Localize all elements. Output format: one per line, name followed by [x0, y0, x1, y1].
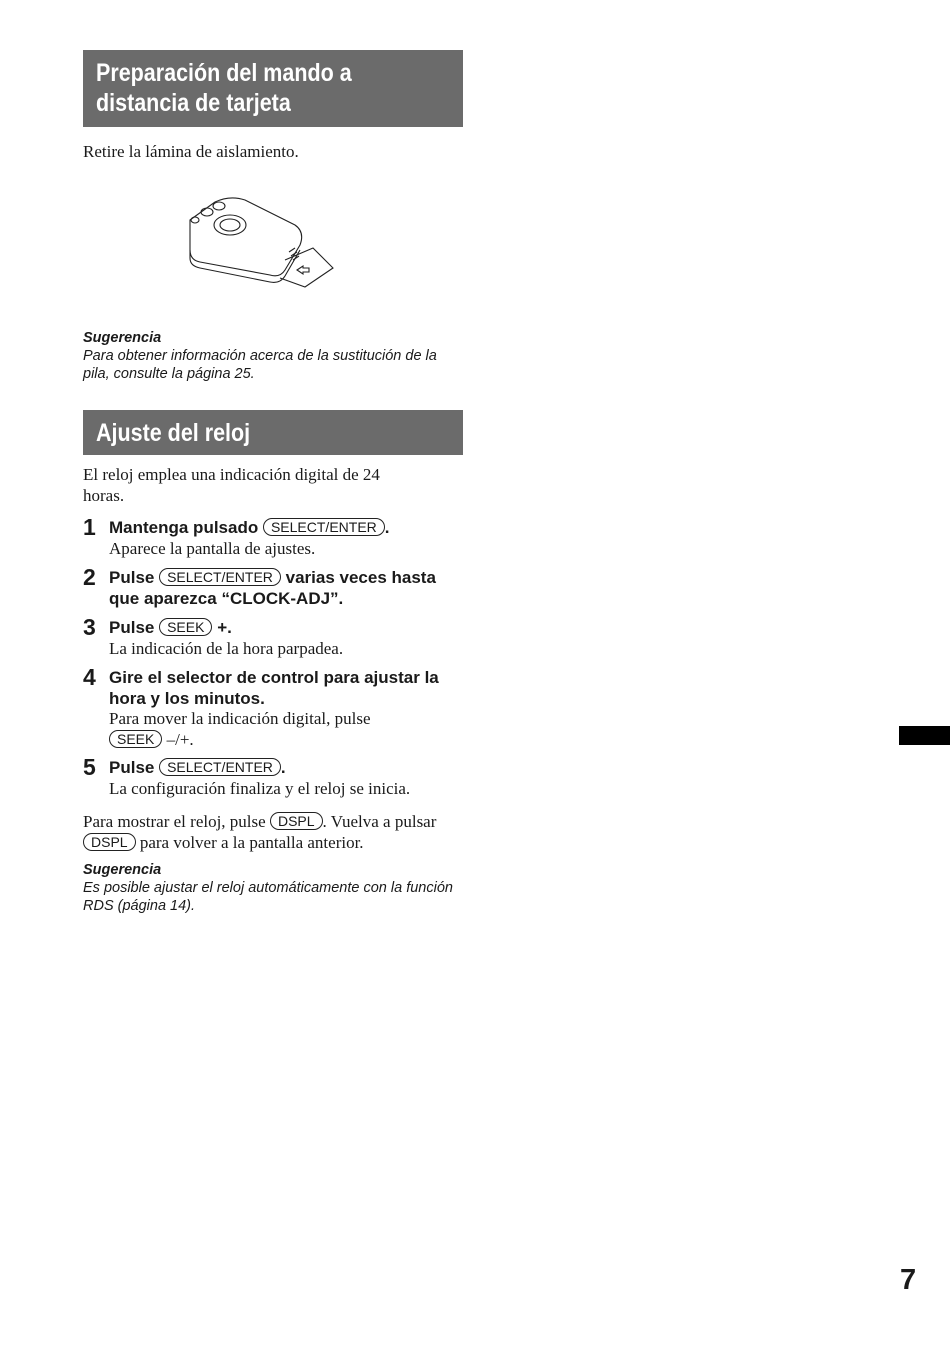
step-number: 4	[83, 664, 96, 690]
step-description: Aparece la pantalla de ajustes.	[109, 538, 316, 558]
tip-title: Sugerencia	[83, 330, 162, 346]
section-title: Preparación del mando a distancia de tarjeta	[96, 59, 352, 117]
select-enter-key: SELECT/ENTER	[263, 518, 385, 536]
clock-intro-text: El reloj emplea una indicación digital de 24 horas.	[83, 465, 380, 505]
seek-key: SEEK	[109, 730, 162, 748]
step-instruction: Pulse SELECT/ENTER .	[109, 758, 286, 777]
section-title: Ajuste del reloj	[96, 419, 251, 447]
tip-text: Para obtener información acerca de la sustitución de la pila, consulte la página 25.	[83, 348, 437, 382]
step-description: La indicación de la hora parpadea.	[109, 638, 344, 658]
page-number: 7	[900, 1264, 917, 1296]
step-number: 5	[83, 754, 96, 780]
tip-rds	[83, 861, 463, 915]
section-tab-marker	[899, 726, 950, 745]
section-heading-clock	[83, 410, 463, 455]
step-number: 3	[83, 614, 96, 640]
step-number: 1	[83, 514, 96, 540]
step-instruction: Pulse SEEK +.	[109, 618, 232, 637]
select-enter-key: SELECT/ENTER	[159, 568, 281, 586]
seek-key: SEEK	[159, 618, 212, 636]
clock-display-note: Para mostrar el reloj, pulse DSPL . Vuelva a pulsar DSPL para volver a la pantalla anterior.	[83, 812, 437, 852]
instruction-text: Retire la lámina de aislamiento.	[83, 142, 299, 161]
dspl-key: DSPL	[270, 812, 323, 830]
step-2	[83, 564, 468, 609]
step-5	[83, 754, 468, 799]
step-description: La configuración finaliza y el reloj se inicia.	[109, 778, 411, 798]
step-instruction: Mantenga pulsado SELECT/ENTER .	[109, 518, 390, 537]
step-description: Para mover la indicación digital, pulse SEEK –/+.	[109, 709, 371, 749]
tip-title: Sugerencia	[83, 862, 162, 878]
select-enter-key: SELECT/ENTER	[159, 758, 281, 776]
step-3	[83, 614, 468, 659]
step-instruction: Pulse SELECT/ENTER varias veces hasta que aparezca “CLOCK-ADJ”.	[109, 568, 436, 608]
step-number: 2	[83, 564, 96, 590]
section-heading-remote-prep	[83, 50, 463, 127]
dspl-key: DSPL	[83, 833, 136, 851]
card-remote-illustration	[185, 190, 335, 292]
tip-battery	[83, 329, 463, 383]
step-1	[83, 514, 468, 559]
step-4	[83, 664, 468, 750]
step-instruction: Gire el selector de control para ajustar la hora y los minutos.	[109, 668, 439, 708]
tip-text: Es posible ajustar el reloj automáticamente con la función RDS (página 14).	[83, 880, 453, 914]
